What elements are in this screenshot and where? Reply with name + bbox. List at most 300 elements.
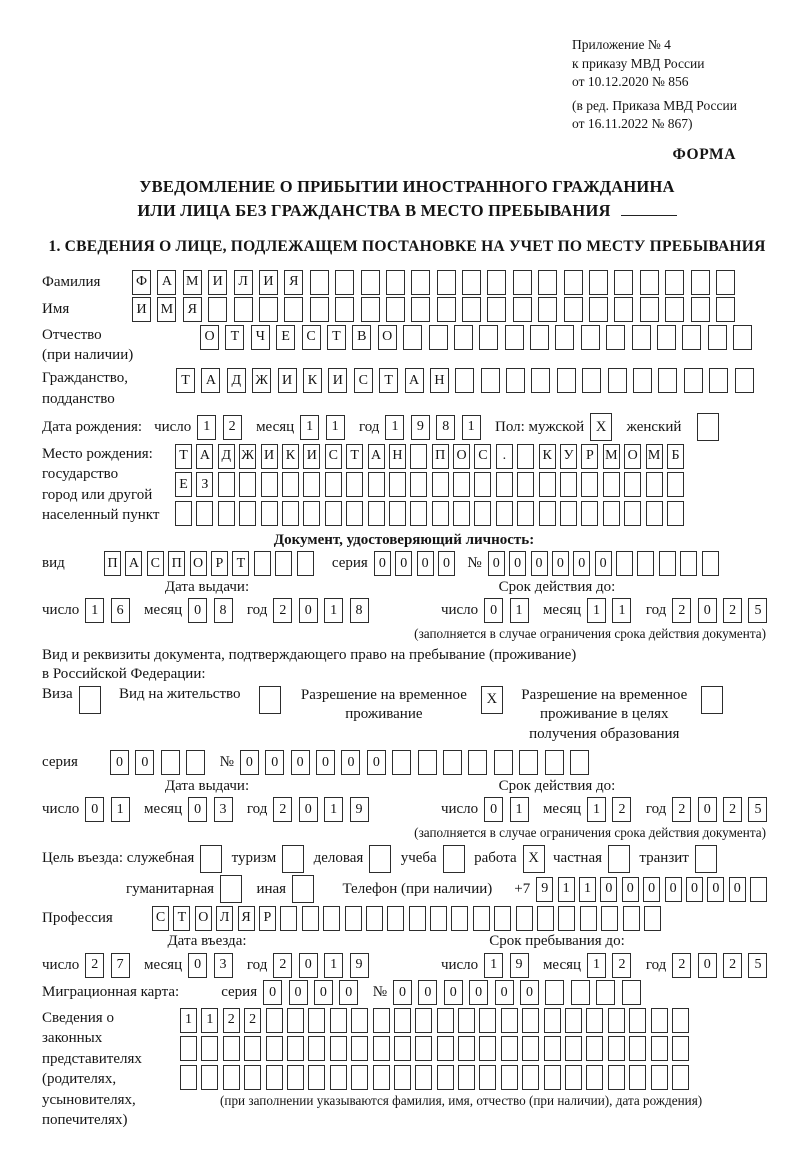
cells-profession-box[interactable] [387, 906, 404, 931]
cells-representatives-2-box[interactable] [479, 1036, 496, 1061]
cells-citizenship-box[interactable] [735, 368, 754, 393]
cells-representatives-3-box[interactable] [458, 1065, 475, 1090]
cells-representatives-1-box[interactable] [266, 1008, 283, 1033]
cells-birthplace-1-box[interactable]: К [539, 444, 556, 469]
cells-given-name-box[interactable] [513, 297, 532, 322]
cells-birthplace-2-box[interactable] [432, 472, 449, 497]
cells-permit-number-box[interactable]: 0 [341, 750, 360, 775]
cells-representatives-3-box[interactable] [544, 1065, 561, 1090]
cells-given-name-box[interactable]: М [157, 297, 176, 322]
cells-id-expiry-year-box[interactable]: 5 [748, 598, 767, 623]
cells-representatives-2-box[interactable] [223, 1036, 240, 1061]
cells-representatives-3-box[interactable] [373, 1065, 390, 1090]
cells-patronymic-box[interactable] [555, 325, 574, 350]
cells-given-name-box[interactable] [564, 297, 583, 322]
cells-permit-issue-year-box[interactable]: 1 [324, 797, 343, 822]
cells-id-issue-day-box[interactable]: 1 [85, 598, 104, 623]
cells-birthplace-1-box[interactable] [410, 444, 427, 469]
cells-surname-box[interactable] [335, 270, 354, 295]
cells-permit-expiry-year-box[interactable]: 2 [723, 797, 742, 822]
cells-migration-series-box[interactable]: 0 [263, 980, 282, 1005]
cells-birthplace-2-box[interactable] [539, 472, 556, 497]
cells-representatives-1-box[interactable] [629, 1008, 646, 1033]
cells-birth-day-box[interactable]: 2 [223, 415, 242, 440]
cells-birthplace-3-box[interactable] [389, 501, 406, 526]
cells-birthplace-1-box[interactable]: Т [346, 444, 363, 469]
cells-birthplace-3-box[interactable] [646, 501, 663, 526]
cells-id-issue-year-box[interactable]: 2 [273, 598, 292, 623]
checkbox-temp-residence-education[interactable] [701, 686, 723, 714]
cells-migration-number-box[interactable]: 0 [469, 980, 488, 1005]
cells-surname-box[interactable]: Л [234, 270, 253, 295]
cells-phone-box[interactable] [750, 877, 767, 902]
cells-surname-box[interactable]: Ф [132, 270, 151, 295]
cells-patronymic-box[interactable] [429, 325, 448, 350]
cells-citizenship-box[interactable]: К [303, 368, 322, 393]
cells-id-doc-kind-box[interactable] [254, 551, 271, 576]
cells-birthplace-1-box[interactable]: И [261, 444, 278, 469]
cells-representatives-1-box[interactable]: 1 [201, 1008, 218, 1033]
cells-citizenship-box[interactable] [658, 368, 677, 393]
cells-profession-box[interactable]: Р [259, 906, 276, 931]
cells-permit-issue-year-box[interactable]: 2 [273, 797, 292, 822]
cells-surname-box[interactable] [310, 270, 329, 295]
cells-birthplace-1-box[interactable]: У [560, 444, 577, 469]
cells-patronymic-box[interactable] [657, 325, 676, 350]
cells-representatives-2-box[interactable] [415, 1036, 432, 1061]
cells-phone-box[interactable]: 9 [536, 877, 553, 902]
cells-given-name-box[interactable] [589, 297, 608, 322]
cells-id-expiry-year-box[interactable]: 2 [672, 598, 691, 623]
cells-patronymic-box[interactable]: О [200, 325, 219, 350]
cells-representatives-2-box[interactable] [308, 1036, 325, 1061]
cells-representatives-3-box[interactable] [287, 1065, 304, 1090]
cells-birthplace-3-box[interactable] [303, 501, 320, 526]
cells-birthplace-1-box[interactable]: Н [389, 444, 406, 469]
cells-birthplace-1-box[interactable]: М [603, 444, 620, 469]
cells-representatives-1-box[interactable] [287, 1008, 304, 1033]
cells-phone-box[interactable]: 0 [686, 877, 703, 902]
cells-birth-year-box[interactable]: 1 [462, 415, 481, 440]
cells-representatives-1-box[interactable]: 1 [180, 1008, 197, 1033]
cells-birth-year-box[interactable]: 9 [411, 415, 430, 440]
cells-representatives-1-box[interactable] [308, 1008, 325, 1033]
cells-given-name-box[interactable] [462, 297, 481, 322]
cells-representatives-3-box[interactable] [672, 1065, 689, 1090]
checkbox-private[interactable] [608, 845, 630, 873]
cells-representatives-1-box[interactable] [351, 1008, 368, 1033]
cells-representatives-1-box[interactable] [458, 1008, 475, 1033]
cells-representatives-1-box[interactable] [330, 1008, 347, 1033]
cells-birth-year-box[interactable]: 1 [385, 415, 404, 440]
cells-phone-box[interactable]: 0 [729, 877, 746, 902]
cells-given-name-box[interactable] [335, 297, 354, 322]
cells-given-name-box[interactable] [284, 297, 303, 322]
cells-permit-number-box[interactable] [392, 750, 411, 775]
cells-birthplace-2-box[interactable] [453, 472, 470, 497]
cells-id-doc-number-box[interactable]: 0 [488, 551, 505, 576]
checkbox-female[interactable] [697, 413, 719, 441]
cells-given-name-box[interactable] [640, 297, 659, 322]
cells-representatives-3-box[interactable] [522, 1065, 539, 1090]
cells-surname-box[interactable] [487, 270, 506, 295]
cells-citizenship-box[interactable] [506, 368, 525, 393]
cells-citizenship-box[interactable]: А [201, 368, 220, 393]
cells-citizenship-box[interactable]: И [328, 368, 347, 393]
cells-permit-expiry-year-box[interactable]: 0 [698, 797, 717, 822]
cells-representatives-3-box[interactable] [223, 1065, 240, 1090]
cells-surname-box[interactable] [691, 270, 710, 295]
cells-birthplace-1-box[interactable]: Ж [239, 444, 256, 469]
cells-stay-year-box[interactable]: 0 [698, 953, 717, 978]
cells-profession-box[interactable]: Я [238, 906, 255, 931]
cells-representatives-3-box[interactable] [586, 1065, 603, 1090]
cells-migration-number-box[interactable] [571, 980, 590, 1005]
cells-patronymic-box[interactable] [479, 325, 498, 350]
cells-representatives-3-box[interactable] [501, 1065, 518, 1090]
cells-id-doc-kind-box[interactable]: С [147, 551, 164, 576]
cells-given-name-box[interactable] [411, 297, 430, 322]
cells-citizenship-box[interactable] [608, 368, 627, 393]
cells-birthplace-2-box[interactable] [560, 472, 577, 497]
cells-birth-month-box[interactable]: 1 [300, 415, 319, 440]
cells-entry-year-box[interactable]: 2 [273, 953, 292, 978]
cells-permit-expiry-day-box[interactable]: 1 [510, 797, 529, 822]
cells-patronymic-box[interactable]: С [302, 325, 321, 350]
cells-permit-issue-year-box[interactable]: 0 [299, 797, 318, 822]
cells-permit-number-box[interactable] [418, 750, 437, 775]
cells-representatives-2-box[interactable] [586, 1036, 603, 1061]
cells-birthplace-2-box[interactable] [474, 472, 491, 497]
cells-birthplace-2-box[interactable] [667, 472, 684, 497]
cells-representatives-1-box[interactable] [544, 1008, 561, 1033]
cells-birthplace-1-box[interactable]: С [474, 444, 491, 469]
cells-citizenship-box[interactable]: Т [176, 368, 195, 393]
cells-representatives-2-box[interactable] [522, 1036, 539, 1061]
cells-birthplace-2-box[interactable] [646, 472, 663, 497]
cells-representatives-1-box[interactable] [672, 1008, 689, 1033]
cells-given-name-box[interactable] [487, 297, 506, 322]
cells-representatives-1-box[interactable] [586, 1008, 603, 1033]
cells-permit-number-box[interactable]: 0 [316, 750, 335, 775]
cells-representatives-3-box[interactable] [479, 1065, 496, 1090]
cells-birthplace-2-box[interactable] [496, 472, 513, 497]
cells-profession-box[interactable] [623, 906, 640, 931]
cells-citizenship-box[interactable] [531, 368, 550, 393]
cells-surname-box[interactable]: М [183, 270, 202, 295]
cells-surname-box[interactable] [564, 270, 583, 295]
cells-birthplace-2-box[interactable] [325, 472, 342, 497]
cells-entry-month-box[interactable]: 0 [188, 953, 207, 978]
cells-permit-number-box[interactable]: 0 [367, 750, 386, 775]
cells-representatives-2-box[interactable] [287, 1036, 304, 1061]
cells-representatives-1-box[interactable]: 2 [244, 1008, 261, 1033]
cells-phone-box[interactable]: 0 [600, 877, 617, 902]
cells-birthplace-1-box[interactable]: Р [581, 444, 598, 469]
cells-birth-month-box[interactable]: 1 [326, 415, 345, 440]
cells-birthplace-3-box[interactable] [474, 501, 491, 526]
cells-patronymic-box[interactable] [403, 325, 422, 350]
cells-id-doc-number-box[interactable] [702, 551, 719, 576]
cells-birthplace-3-box[interactable] [218, 501, 235, 526]
cells-representatives-2-box[interactable] [629, 1036, 646, 1061]
cells-representatives-1-box[interactable] [501, 1008, 518, 1033]
cells-id-doc-kind-box[interactable]: О [190, 551, 207, 576]
cells-profession-box[interactable] [537, 906, 554, 931]
cells-birthplace-2-box[interactable] [410, 472, 427, 497]
cells-migration-number-box[interactable] [622, 980, 641, 1005]
cells-id-doc-number-box[interactable] [659, 551, 676, 576]
cells-profession-box[interactable] [451, 906, 468, 931]
cells-id-doc-kind-box[interactable]: П [168, 551, 185, 576]
cells-given-name-box[interactable] [259, 297, 278, 322]
cells-id-doc-kind-box[interactable] [297, 551, 314, 576]
cells-id-expiry-day-box[interactable]: 1 [510, 598, 529, 623]
cells-birthplace-1-box[interactable]: А [368, 444, 385, 469]
cells-birthplace-1-box[interactable]: А [196, 444, 213, 469]
cells-id-issue-day-box[interactable]: 6 [111, 598, 130, 623]
cells-birthplace-3-box[interactable] [624, 501, 641, 526]
cells-id-doc-series-box[interactable]: 0 [374, 551, 391, 576]
cells-profession-box[interactable] [409, 906, 426, 931]
checkbox-other-purpose[interactable] [292, 875, 314, 903]
cells-birthplace-2-box[interactable]: Е [175, 472, 192, 497]
cells-phone-box[interactable]: 1 [579, 877, 596, 902]
cells-birthplace-2-box[interactable] [603, 472, 620, 497]
cells-birthplace-1-box[interactable]: К [282, 444, 299, 469]
cells-phone-box[interactable]: 0 [622, 877, 639, 902]
cells-patronymic-box[interactable] [606, 325, 625, 350]
cells-id-doc-number-box[interactable] [637, 551, 654, 576]
cells-representatives-1-box[interactable] [522, 1008, 539, 1033]
cells-birthplace-2-box[interactable] [282, 472, 299, 497]
cells-given-name-box[interactable] [208, 297, 227, 322]
cells-given-name-box[interactable] [538, 297, 557, 322]
cells-representatives-3-box[interactable] [308, 1065, 325, 1090]
cells-permit-series-box[interactable]: 0 [135, 750, 154, 775]
checkbox-temp-residence[interactable]: Х [481, 686, 503, 714]
cells-profession-box[interactable]: Т [173, 906, 190, 931]
cells-permit-number-box[interactable] [443, 750, 462, 775]
cells-entry-month-box[interactable]: 3 [214, 953, 233, 978]
cells-id-expiry-day-box[interactable]: 0 [484, 598, 503, 623]
cells-representatives-2-box[interactable] [544, 1036, 561, 1061]
cells-surname-box[interactable] [614, 270, 633, 295]
cells-representatives-2-box[interactable] [458, 1036, 475, 1061]
cells-id-doc-number-box[interactable] [616, 551, 633, 576]
cells-birthplace-2-box[interactable] [517, 472, 534, 497]
checkbox-visa[interactable] [79, 686, 101, 714]
cells-representatives-3-box[interactable] [394, 1065, 411, 1090]
cells-permit-number-box[interactable] [545, 750, 564, 775]
cells-given-name-box[interactable]: Я [183, 297, 202, 322]
cells-surname-box[interactable] [716, 270, 735, 295]
cells-representatives-2-box[interactable] [373, 1036, 390, 1061]
cells-given-name-box[interactable] [437, 297, 456, 322]
cells-profession-box[interactable] [494, 906, 511, 931]
cells-id-doc-kind-box[interactable]: П [104, 551, 121, 576]
cells-id-doc-kind-box[interactable]: Т [232, 551, 249, 576]
cells-migration-series-box[interactable]: 0 [314, 980, 333, 1005]
cells-migration-series-box[interactable]: 0 [289, 980, 308, 1005]
cells-citizenship-box[interactable] [582, 368, 601, 393]
cells-patronymic-box[interactable] [708, 325, 727, 350]
cells-stay-day-box[interactable]: 9 [510, 953, 529, 978]
cells-birthplace-1-box[interactable]: И [303, 444, 320, 469]
cells-representatives-1-box[interactable] [479, 1008, 496, 1033]
cells-representatives-3-box[interactable] [330, 1065, 347, 1090]
cells-surname-box[interactable] [589, 270, 608, 295]
cells-profession-box[interactable] [516, 906, 533, 931]
cells-patronymic-box[interactable] [682, 325, 701, 350]
cells-given-name-box[interactable] [361, 297, 380, 322]
cells-profession-box[interactable]: О [195, 906, 212, 931]
cells-representatives-2-box[interactable] [180, 1036, 197, 1061]
cells-representatives-1-box[interactable]: 2 [223, 1008, 240, 1033]
cells-migration-number-box[interactable] [596, 980, 615, 1005]
cells-representatives-3-box[interactable] [180, 1065, 197, 1090]
cells-birthplace-3-box[interactable] [368, 501, 385, 526]
cells-profession-box[interactable] [430, 906, 447, 931]
cells-birthplace-3-box[interactable] [539, 501, 556, 526]
cells-permit-number-box[interactable] [494, 750, 513, 775]
cells-given-name-box[interactable] [691, 297, 710, 322]
cells-citizenship-box[interactable]: Д [227, 368, 246, 393]
cells-birthplace-1-box[interactable]: С [325, 444, 342, 469]
cells-entry-year-box[interactable]: 0 [299, 953, 318, 978]
cells-birthplace-1-box[interactable]: Т [175, 444, 192, 469]
cells-stay-day-box[interactable]: 1 [484, 953, 503, 978]
cells-birthplace-3-box[interactable] [581, 501, 598, 526]
cells-id-expiry-month-box[interactable]: 1 [587, 598, 606, 623]
cells-birthplace-3-box[interactable] [432, 501, 449, 526]
cells-id-issue-year-box[interactable]: 0 [299, 598, 318, 623]
cells-patronymic-box[interactable] [581, 325, 600, 350]
cells-permit-expiry-year-box[interactable]: 2 [672, 797, 691, 822]
cells-id-issue-month-box[interactable]: 8 [214, 598, 233, 623]
cells-representatives-1-box[interactable] [608, 1008, 625, 1033]
cells-phone-box[interactable]: 0 [643, 877, 660, 902]
cells-birthplace-2-box[interactable] [581, 472, 598, 497]
cells-permit-number-box[interactable]: 0 [291, 750, 310, 775]
cells-entry-year-box[interactable]: 1 [324, 953, 343, 978]
cells-citizenship-box[interactable] [684, 368, 703, 393]
cells-id-doc-series-box[interactable]: 0 [438, 551, 455, 576]
cells-birthplace-3-box[interactable] [239, 501, 256, 526]
cells-representatives-1-box[interactable] [651, 1008, 668, 1033]
cells-migration-number-box[interactable] [545, 980, 564, 1005]
cells-id-doc-kind-box[interactable]: Р [211, 551, 228, 576]
cells-id-doc-kind-box[interactable] [275, 551, 292, 576]
cells-birthplace-2-box[interactable] [346, 472, 363, 497]
cells-migration-number-box[interactable]: 0 [418, 980, 437, 1005]
cells-id-issue-year-box[interactable]: 1 [324, 598, 343, 623]
cells-citizenship-box[interactable] [557, 368, 576, 393]
cells-birthplace-3-box[interactable] [325, 501, 342, 526]
cells-profession-box[interactable] [601, 906, 618, 931]
cells-representatives-1-box[interactable] [437, 1008, 454, 1033]
cells-representatives-1-box[interactable] [394, 1008, 411, 1033]
cells-patronymic-box[interactable] [733, 325, 752, 350]
cells-id-doc-kind-box[interactable]: А [125, 551, 142, 576]
cells-permit-expiry-year-box[interactable]: 5 [748, 797, 767, 822]
cells-citizenship-box[interactable]: Ж [252, 368, 271, 393]
cells-permit-number-box[interactable] [570, 750, 589, 775]
cells-profession-box[interactable] [558, 906, 575, 931]
cells-birthplace-1-box[interactable]: Д [218, 444, 235, 469]
cells-permit-issue-day-box[interactable]: 1 [111, 797, 130, 822]
cells-birthplace-3-box[interactable] [667, 501, 684, 526]
cells-profession-box[interactable]: С [152, 906, 169, 931]
cells-permit-issue-year-box[interactable]: 9 [350, 797, 369, 822]
cells-profession-box[interactable] [280, 906, 297, 931]
cells-surname-box[interactable] [411, 270, 430, 295]
cells-birthplace-3-box[interactable] [175, 501, 192, 526]
cells-representatives-3-box[interactable] [437, 1065, 454, 1090]
cells-permit-series-box[interactable] [186, 750, 205, 775]
cells-migration-number-box[interactable]: 0 [444, 980, 463, 1005]
cells-birthplace-1-box[interactable]: О [453, 444, 470, 469]
cells-migration-number-box[interactable]: 0 [393, 980, 412, 1005]
checkbox-official[interactable] [200, 845, 222, 873]
cells-patronymic-box[interactable] [632, 325, 651, 350]
cells-citizenship-box[interactable]: Н [430, 368, 449, 393]
cells-citizenship-box[interactable]: Т [379, 368, 398, 393]
cells-representatives-1-box[interactable] [373, 1008, 390, 1033]
cells-birthplace-3-box[interactable] [496, 501, 513, 526]
cells-birthplace-3-box[interactable] [603, 501, 620, 526]
cells-patronymic-box[interactable]: Т [225, 325, 244, 350]
cells-permit-expiry-month-box[interactable]: 2 [612, 797, 631, 822]
cells-representatives-2-box[interactable] [394, 1036, 411, 1061]
cells-patronymic-box[interactable]: О [378, 325, 397, 350]
cells-representatives-2-box[interactable] [330, 1036, 347, 1061]
cells-profession-box[interactable] [580, 906, 597, 931]
cells-representatives-2-box[interactable] [651, 1036, 668, 1061]
cells-birthplace-1-box[interactable] [517, 444, 534, 469]
cells-migration-number-box[interactable]: 0 [520, 980, 539, 1005]
cells-permit-expiry-day-box[interactable]: 0 [484, 797, 503, 822]
cells-entry-year-box[interactable]: 9 [350, 953, 369, 978]
cells-patronymic-box[interactable]: Е [276, 325, 295, 350]
cells-profession-box[interactable] [302, 906, 319, 931]
cells-id-doc-number-box[interactable] [680, 551, 697, 576]
cells-representatives-3-box[interactable] [351, 1065, 368, 1090]
cells-permit-number-box[interactable]: 0 [240, 750, 259, 775]
cells-id-issue-year-box[interactable]: 8 [350, 598, 369, 623]
cells-surname-box[interactable] [386, 270, 405, 295]
cells-birthplace-2-box[interactable]: З [196, 472, 213, 497]
cells-birthplace-2-box[interactable] [389, 472, 406, 497]
cells-representatives-2-box[interactable] [501, 1036, 518, 1061]
checkbox-work[interactable]: Х [523, 845, 545, 873]
cells-birthplace-1-box[interactable]: М [646, 444, 663, 469]
cells-surname-box[interactable]: И [259, 270, 278, 295]
cells-given-name-box[interactable] [234, 297, 253, 322]
cells-surname-box[interactable] [462, 270, 481, 295]
cells-citizenship-box[interactable] [709, 368, 728, 393]
cells-given-name-box[interactable] [310, 297, 329, 322]
cells-birthplace-3-box[interactable] [410, 501, 427, 526]
cells-representatives-3-box[interactable] [608, 1065, 625, 1090]
cells-representatives-2-box[interactable] [437, 1036, 454, 1061]
cells-patronymic-box[interactable] [530, 325, 549, 350]
cells-phone-box[interactable]: 0 [665, 877, 682, 902]
cells-representatives-3-box[interactable] [629, 1065, 646, 1090]
cells-representatives-1-box[interactable] [565, 1008, 582, 1033]
cells-citizenship-box[interactable]: А [405, 368, 424, 393]
cells-surname-box[interactable]: А [157, 270, 176, 295]
